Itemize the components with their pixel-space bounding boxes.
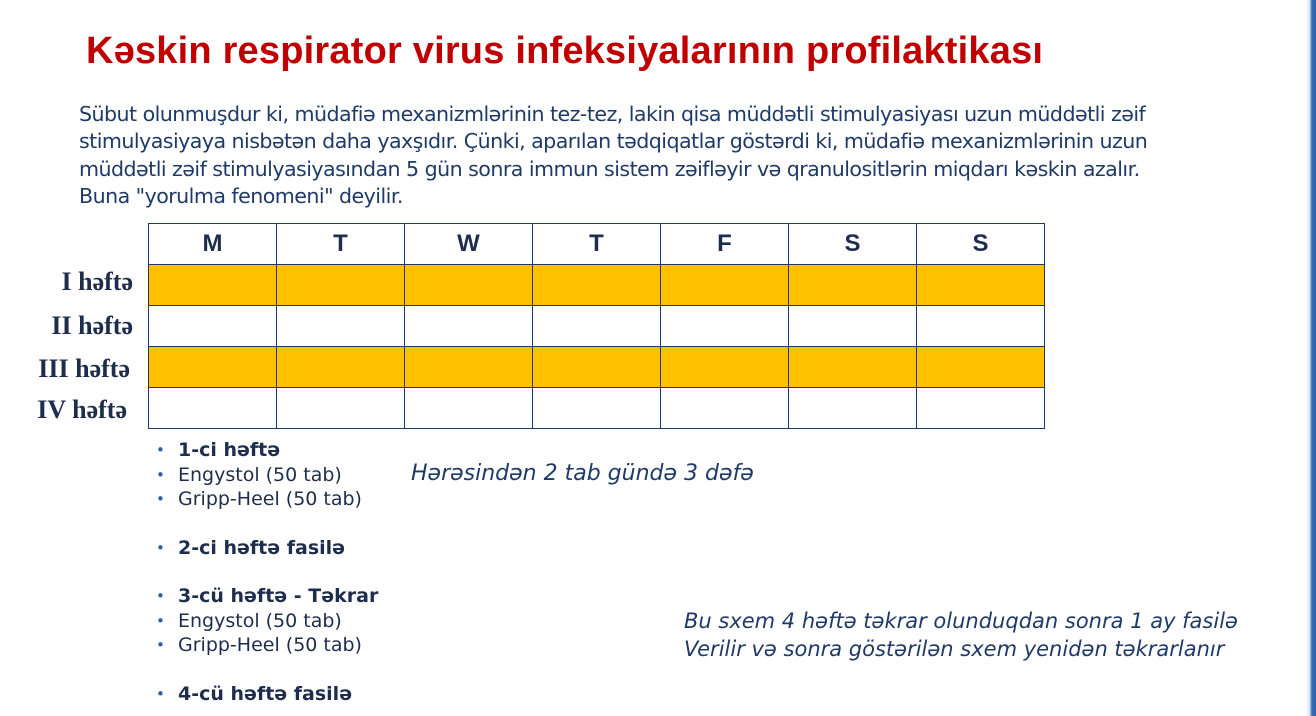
dosage-note: Hərəsindən 2 tab gündə 3 dəfə xyxy=(411,461,754,486)
schedule-cell xyxy=(917,388,1045,429)
schedule-cell xyxy=(789,388,917,429)
schedule-cell xyxy=(405,306,533,347)
week-label-4: IV həftə xyxy=(37,395,127,424)
slide-edge-bar xyxy=(1306,0,1316,716)
list-item: • 2-ci həftə fasilə xyxy=(156,536,378,561)
week-row-1 xyxy=(149,265,1045,306)
schedule-cell xyxy=(789,265,917,306)
list-item: • 4-cü həftə fasilə xyxy=(156,682,378,707)
intro-paragraph xyxy=(79,101,1219,210)
day-header: W xyxy=(405,224,533,265)
schedule-cell xyxy=(149,306,277,347)
schedule-cell xyxy=(277,265,405,306)
schedule-cell xyxy=(789,347,917,388)
weekly-schedule-table xyxy=(148,223,1045,429)
week-label-3: III həftə xyxy=(38,354,130,383)
schedule-cell xyxy=(277,306,405,347)
cycle-note xyxy=(684,607,1238,663)
day-header: M xyxy=(149,224,277,265)
day-header: F xyxy=(661,224,789,265)
schedule-cell xyxy=(661,265,789,306)
day-header-row xyxy=(149,224,1045,265)
schedule-cell xyxy=(533,388,661,429)
schedule-cell xyxy=(149,347,277,388)
schedule-cell xyxy=(533,265,661,306)
list-item: • Gripp-Heel (50 tab) xyxy=(156,487,378,512)
list-item: • Engystol (50 tab) xyxy=(156,609,378,634)
schedule-cell xyxy=(405,388,533,429)
cycle-note-line: Bu sxem 4 həftə təkrar olunduqdan sonra 1 ay fasilə xyxy=(684,609,1238,633)
intro-line: stimulyasiyaya nisbətən daha yaxşıdır. Çünki, aparılan tədqiqatlar göstərdi ki, müdafiə mexanizmlərinin uzun xyxy=(79,129,1148,154)
schedule-cell xyxy=(661,347,789,388)
day-header: T xyxy=(277,224,405,265)
schedule-cell xyxy=(661,306,789,347)
schedule-cell xyxy=(405,347,533,388)
day-header: S xyxy=(917,224,1045,265)
schedule-cell xyxy=(789,306,917,347)
week-label-1: I həftə xyxy=(61,267,133,296)
schedule-cell xyxy=(149,388,277,429)
schedule-cell xyxy=(917,265,1045,306)
day-header: S xyxy=(789,224,917,265)
list-item: • 1-ci həftə xyxy=(156,438,378,463)
day-header: T xyxy=(533,224,661,265)
list-item: • Gripp-Heel (50 tab) xyxy=(156,633,378,658)
list-item: • Engystol (50 tab) xyxy=(156,463,378,488)
week-row-4 xyxy=(149,388,1045,429)
schedule-cell xyxy=(533,306,661,347)
schedule-cell xyxy=(661,388,789,429)
intro-line: müddətli zəif stimulyasiyasından 5 gün sonra immun sistem zəifləyir və qranulositlərin miqdarı kəskin azalır. xyxy=(79,156,1140,181)
schedule-cell xyxy=(917,347,1045,388)
schedule-cell xyxy=(277,388,405,429)
schedule-cell xyxy=(917,306,1045,347)
schedule-cell xyxy=(405,265,533,306)
week-label-2: II həftə xyxy=(51,311,133,340)
intro-line: Buna "yorulma fenomeni" deyilir. xyxy=(79,183,403,208)
week-row-3 xyxy=(149,347,1045,388)
schedule-cell xyxy=(277,347,405,388)
week-row-2 xyxy=(149,306,1045,347)
list-item: • 3-cü həftə - Təkrar xyxy=(156,584,378,609)
schedule-cell xyxy=(533,347,661,388)
intro-line: Sübut olunmuşdur ki, müdafiə mexanizmlərinin tez-tez, lakin qisa müddətli stimulyasiyası uzun müddətli zəif xyxy=(79,102,1146,126)
cycle-note-line: Verilir və sonra göstərilən sxem yenidən təkrarlanır xyxy=(684,637,1225,661)
schedule-cell xyxy=(149,265,277,306)
treatment-plan-list xyxy=(156,438,378,706)
slide-title: Kəskin respirator virus infeksiyalarının profilaktikası xyxy=(86,30,1044,72)
